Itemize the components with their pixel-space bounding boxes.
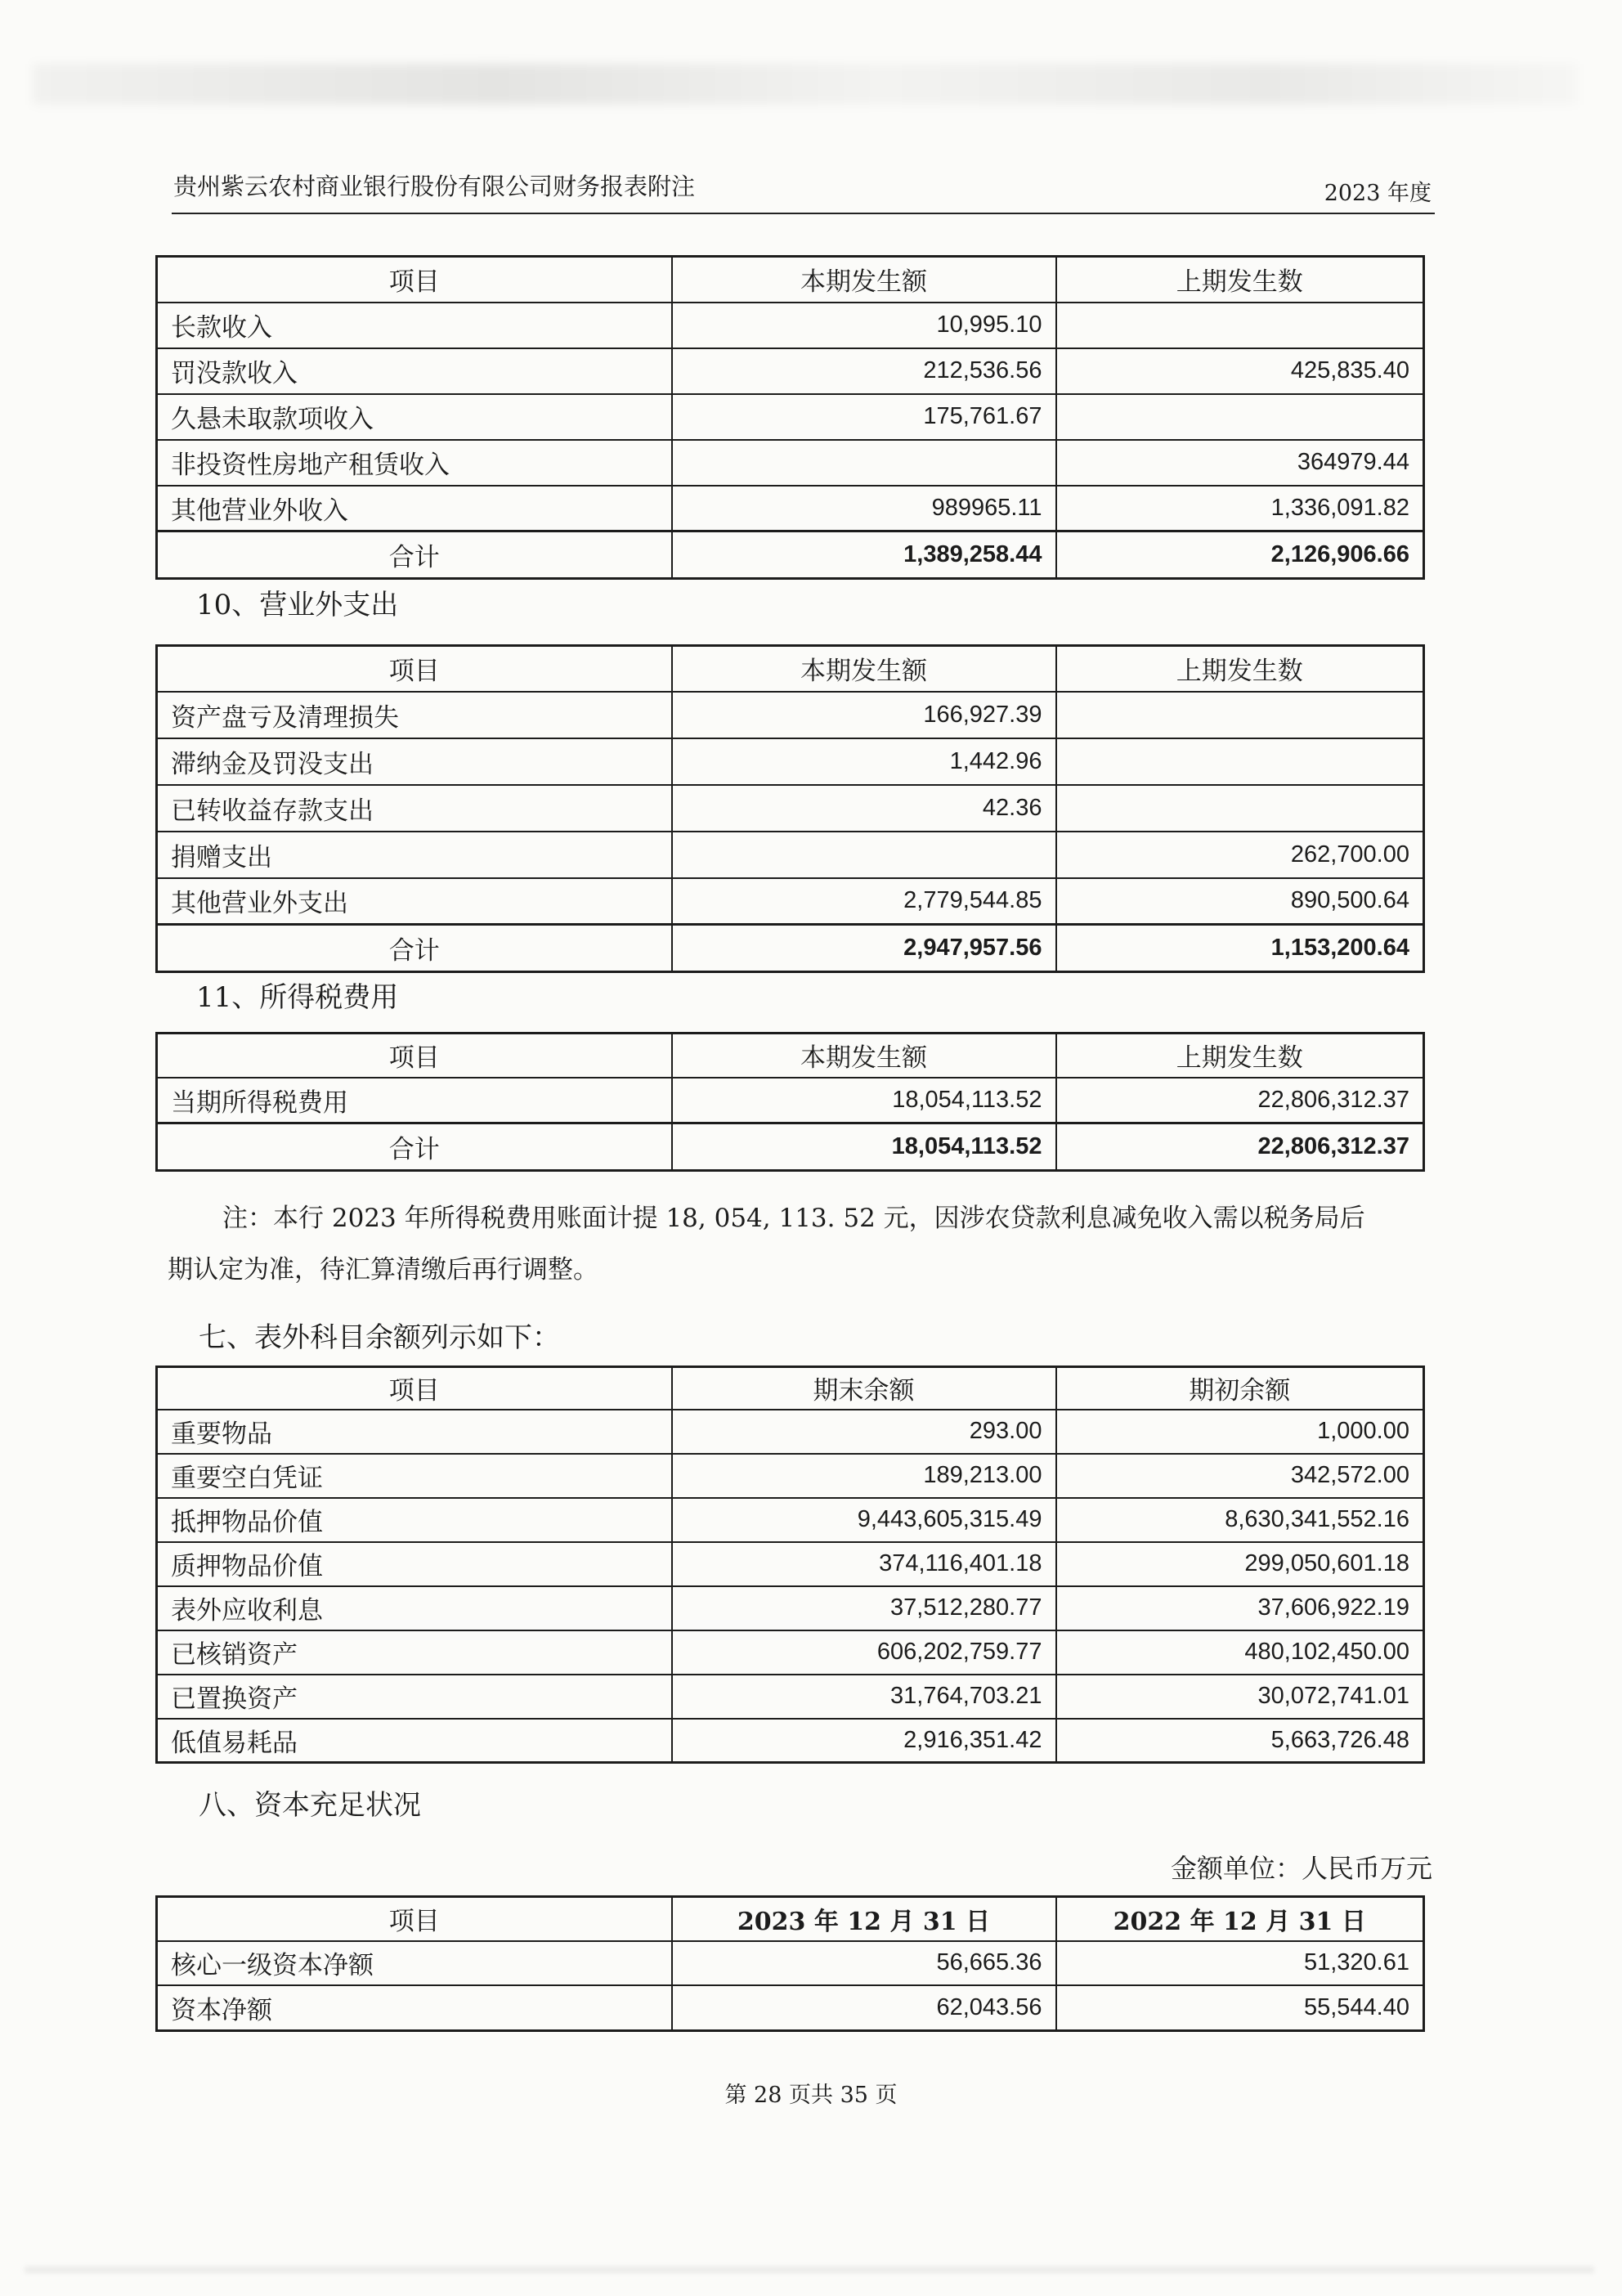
row-item: 资本净额 <box>157 1985 672 2031</box>
col-header-begin-balance: 期初余额 <box>1056 1367 1424 1410</box>
row-prior: 1,336,091.82 <box>1056 486 1424 531</box>
scan-shadow-top <box>33 64 1578 105</box>
row-item: 资产盘亏及清理损失 <box>157 692 672 738</box>
scan-shadow-bottom <box>25 2267 1594 2273</box>
col-header-prior: 上期发生数 <box>1056 646 1424 692</box>
row-item: 捐赠支出 <box>157 832 672 878</box>
row-item: 抵押物品价值 <box>157 1498 672 1542</box>
table-row <box>157 785 1424 832</box>
total-current: 2,947,957.56 <box>672 925 1056 972</box>
col-header-item: 项目 <box>157 1897 672 1941</box>
row-current: 175,761.67 <box>672 394 1056 440</box>
table-row <box>157 1410 1424 1454</box>
col-header-end-balance: 期末余额 <box>672 1367 1056 1410</box>
table-row <box>157 1542 1424 1586</box>
header-company-title: 贵州紫云农村商业银行股份有限公司财务报表附注 <box>173 173 696 200</box>
total-prior: 22,806,312.37 <box>1056 1123 1424 1171</box>
col-header-item: 项目 <box>157 1034 672 1078</box>
col-header-prior: 上期发生数 <box>1056 257 1424 303</box>
row-prior <box>1056 692 1424 738</box>
table-row <box>157 1675 1424 1719</box>
row-begin: 342,572.00 <box>1056 1454 1424 1498</box>
row-end: 189,213.00 <box>672 1454 1056 1498</box>
table-row <box>157 1454 1424 1498</box>
row-current: 18,054,113.52 <box>672 1078 1056 1123</box>
row-end: 37,512,280.77 <box>672 1586 1056 1630</box>
row-item: 当期所得税费用 <box>157 1078 672 1123</box>
section-title-nonop-expense: 10、营业外支出 <box>196 589 399 621</box>
total-prior: 1,153,200.64 <box>1056 925 1424 972</box>
row-current: 166,927.39 <box>672 692 1056 738</box>
tax-note-line2: 期认定为准，待汇算清缴后再行调整。 <box>168 1255 598 1285</box>
row-begin: 480,102,450.00 <box>1056 1630 1424 1675</box>
total-current: 1,389,258.44 <box>672 531 1056 579</box>
row-prior <box>1056 738 1424 785</box>
row-item: 其他营业外收入 <box>157 486 672 531</box>
row-end: 606,202,759.77 <box>672 1630 1056 1675</box>
row-end: 9,443,605,315.49 <box>672 1498 1056 1542</box>
row-end: 2,916,351.42 <box>672 1719 1056 1763</box>
row-prior: 890,500.64 <box>1056 878 1424 925</box>
row-begin: 30,072,741.01 <box>1056 1675 1424 1719</box>
row-prior <box>1056 785 1424 832</box>
nonop-income-table <box>155 255 1425 580</box>
row-prior <box>1056 303 1424 348</box>
row-begin: 5,663,726.48 <box>1056 1719 1424 1763</box>
table-row <box>157 1941 1424 1985</box>
table-row <box>157 1630 1424 1675</box>
total-row <box>157 1123 1424 1171</box>
col-header-prior: 上期发生数 <box>1056 1034 1424 1078</box>
row-current: 989965.11 <box>672 486 1056 531</box>
row-2023: 56,665.36 <box>672 1941 1056 1985</box>
row-current <box>672 832 1056 878</box>
row-end: 31,764,703.21 <box>672 1675 1056 1719</box>
row-prior: 262,700.00 <box>1056 832 1424 878</box>
total-row <box>157 925 1424 972</box>
col-header-item: 项目 <box>157 1367 672 1410</box>
row-item: 已核销资产 <box>157 1630 672 1675</box>
row-item: 核心一级资本净额 <box>157 1941 672 1985</box>
table-row <box>157 440 1424 486</box>
total-row <box>157 531 1424 579</box>
row-current: 1,442.96 <box>672 738 1056 785</box>
table-row <box>157 1586 1424 1630</box>
row-item: 重要物品 <box>157 1410 672 1454</box>
row-end: 374,116,401.18 <box>672 1542 1056 1586</box>
amount-unit-label: 金额单位：人民币万元 <box>1170 1853 1432 1884</box>
row-2022: 51,320.61 <box>1056 1941 1424 1985</box>
table-row <box>157 303 1424 348</box>
row-begin: 1,000.00 <box>1056 1410 1424 1454</box>
table-header-row <box>157 646 1424 692</box>
total-current: 18,054,113.52 <box>672 1123 1056 1171</box>
row-current: 42.36 <box>672 785 1056 832</box>
table-header-row <box>157 1034 1424 1078</box>
table-row <box>157 486 1424 531</box>
table-row <box>157 692 1424 738</box>
table-row <box>157 1498 1424 1542</box>
row-prior: 425,835.40 <box>1056 348 1424 394</box>
table-header-row <box>157 1897 1424 1941</box>
row-2022: 55,544.40 <box>1056 1985 1424 2031</box>
row-item: 低值易耗品 <box>157 1719 672 1763</box>
section-title-income-tax: 11、所得税费用 <box>196 981 399 1014</box>
total-label: 合计 <box>157 531 672 579</box>
row-2023: 62,043.56 <box>672 1985 1056 2031</box>
table-header-row <box>157 1367 1424 1410</box>
row-item: 重要空白凭证 <box>157 1454 672 1498</box>
row-prior <box>1056 394 1424 440</box>
page-footer: 第 28 页共 35 页 <box>724 2083 898 2108</box>
table-row <box>157 1985 1424 2031</box>
row-begin: 8,630,341,552.16 <box>1056 1498 1424 1542</box>
row-end: 293.00 <box>672 1410 1056 1454</box>
section-title-off-balance: 七、表外科目余额列示如下： <box>199 1321 560 1354</box>
row-prior: 364979.44 <box>1056 440 1424 486</box>
col-header-current: 本期发生额 <box>672 1034 1056 1078</box>
nonop-expense-table <box>155 644 1425 973</box>
row-item: 已置换资产 <box>157 1675 672 1719</box>
row-item: 表外应收利息 <box>157 1586 672 1630</box>
row-current <box>672 440 1056 486</box>
table-row <box>157 1719 1424 1763</box>
off-balance-table <box>155 1365 1425 1764</box>
row-current: 212,536.56 <box>672 348 1056 394</box>
tax-note-line1: 注：本行 2023 年所得税费用账面计提 18, 054, 113. 52 元，因涉农贷款利息减免收入需以税务局后 <box>222 1204 1365 1233</box>
table-row <box>157 348 1424 394</box>
total-label: 合计 <box>157 1123 672 1171</box>
row-item: 非投资性房地产租赁收入 <box>157 440 672 486</box>
row-item: 其他营业外支出 <box>157 878 672 925</box>
table-row <box>157 878 1424 925</box>
col-header-current: 本期发生额 <box>672 646 1056 692</box>
row-prior: 22,806,312.37 <box>1056 1078 1424 1123</box>
table-header-row <box>157 257 1424 303</box>
col-header-item: 项目 <box>157 646 672 692</box>
col-header-item: 项目 <box>157 257 672 303</box>
header-year: 2023 年度 <box>1324 181 1432 206</box>
table-row <box>157 394 1424 440</box>
row-current: 10,995.10 <box>672 303 1056 348</box>
income-tax-table <box>155 1032 1425 1172</box>
table-row <box>157 1078 1424 1123</box>
section-title-capital-adequacy: 八、资本充足状况 <box>199 1789 421 1822</box>
row-item: 质押物品价值 <box>157 1542 672 1586</box>
row-item: 滞纳金及罚没支出 <box>157 738 672 785</box>
total-prior: 2,126,906.66 <box>1056 531 1424 579</box>
col-header-2022: 2022 年 12 月 31 日 <box>1056 1897 1424 1941</box>
row-item: 罚没款收入 <box>157 348 672 394</box>
row-item: 久悬未取款项收入 <box>157 394 672 440</box>
row-item: 长款收入 <box>157 303 672 348</box>
page-header <box>172 164 1435 214</box>
total-label: 合计 <box>157 925 672 972</box>
row-current: 2,779,544.85 <box>672 878 1056 925</box>
row-begin: 37,606,922.19 <box>1056 1586 1424 1630</box>
table-row <box>157 832 1424 878</box>
row-item: 已转收益存款支出 <box>157 785 672 832</box>
table-row <box>157 738 1424 785</box>
col-header-current: 本期发生额 <box>672 257 1056 303</box>
capital-adequacy-table <box>155 1895 1425 2032</box>
col-header-2023: 2023 年 12 月 31 日 <box>672 1897 1056 1941</box>
row-begin: 299,050,601.18 <box>1056 1542 1424 1586</box>
